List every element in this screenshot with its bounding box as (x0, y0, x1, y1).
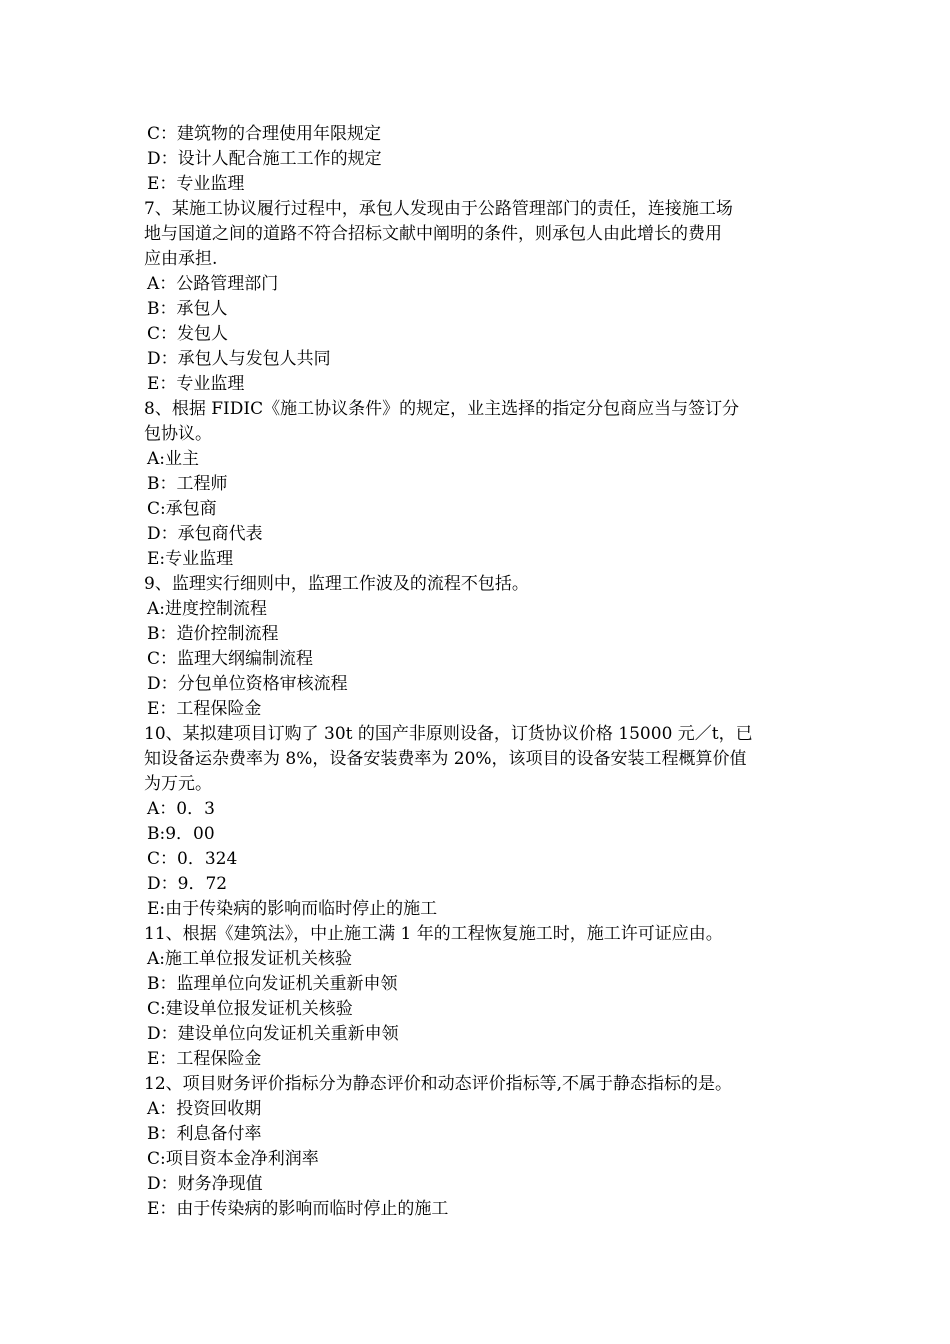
answer-option: B：监理单位向发证机关重新申领 (147, 974, 398, 994)
question-text-line: 8、根据 FIDIC《施工协议条件》的规定，业主选择的指定分包商应当与签订分 (144, 399, 740, 419)
answer-option: D：承包人与发包人共同 (147, 349, 331, 369)
answer-option: C:项目资本金净利润率 (147, 1149, 319, 1169)
question-text-line: 12、项目财务评价指标分为静态评价和动态评价指标等,不属于静态指标的是。 (144, 1074, 733, 1094)
document-page (144, 122, 812, 1222)
question-text-line: 地与国道之间的道路不符合招标文献中阐明的条件，则承包人由此增长的费用 (144, 224, 722, 244)
answer-option: E:由于传染病的影响而临时停止的施工 (147, 899, 438, 919)
answer-option: C:承包商 (147, 499, 217, 519)
answer-option: E：专业监理 (147, 374, 245, 394)
answer-option: E：工程保险金 (147, 699, 262, 719)
answer-option: B:9．00 (147, 824, 215, 844)
question-text-line: 7、某施工协议履行过程中，承包人发现由于公路管理部门的责任，连接施工场 (144, 199, 733, 219)
answer-option: D：9．72 (147, 874, 228, 894)
answer-option: B：造价控制流程 (147, 624, 279, 644)
answer-option: D：建设单位向发证机关重新申领 (147, 1024, 399, 1044)
question-text-line: 11、根据《建筑法》，中止施工满 1 年的工程恢复施工时，施工许可证应由。 (144, 924, 723, 944)
answer-option: D：分包单位资格审核流程 (147, 674, 348, 694)
answer-option: E：由于传染病的影响而临时停止的施工 (147, 1199, 449, 1219)
answer-option: B：工程师 (147, 474, 228, 494)
answer-option: A：0．3 (147, 799, 215, 819)
answer-option: E：工程保险金 (147, 1049, 262, 1069)
answer-option: C：0．324 (147, 849, 238, 869)
answer-option: A：公路管理部门 (147, 274, 279, 294)
question-text-line: 知设备运杂费率为 8%，设备安装费率为 20%，该项目的设备安装工程概算价值 (144, 749, 747, 769)
answer-option: C：发包人 (147, 324, 229, 344)
answer-option: D：财务净现值 (147, 1174, 263, 1194)
answer-option: E:专业监理 (147, 549, 234, 569)
answer-option: A:施工单位报发证机关核验 (147, 949, 353, 969)
answer-option: D：承包商代表 (147, 524, 263, 544)
answer-option: E：专业监理 (147, 174, 245, 194)
question-text-line: 应由承担. (144, 249, 218, 269)
question-text-line: 包协议。 (144, 424, 212, 444)
answer-option: D：设计人配合施工工作的规定 (147, 149, 382, 169)
answer-option: C:建设单位报发证机关核验 (147, 999, 353, 1019)
question-text-line: 为万元。 (144, 774, 212, 794)
answer-option: A:进度控制流程 (147, 599, 268, 619)
question-text-line: 10、某拟建项目订购了 30t 的国产非原则设备，订货协议价格 15000 元／t，已 (144, 724, 753, 744)
answer-option: A：投资回收期 (147, 1099, 262, 1119)
answer-option: C：建筑物的合理使用年限规定 (147, 124, 382, 144)
question-text-line: 9、监理实行细则中，监理工作波及的流程不包括。 (144, 574, 529, 594)
answer-option: B：利息备付率 (147, 1124, 262, 1144)
answer-option: A:业主 (147, 449, 200, 469)
answer-option: C：监理大纲编制流程 (147, 649, 314, 669)
answer-option: B：承包人 (147, 299, 228, 319)
